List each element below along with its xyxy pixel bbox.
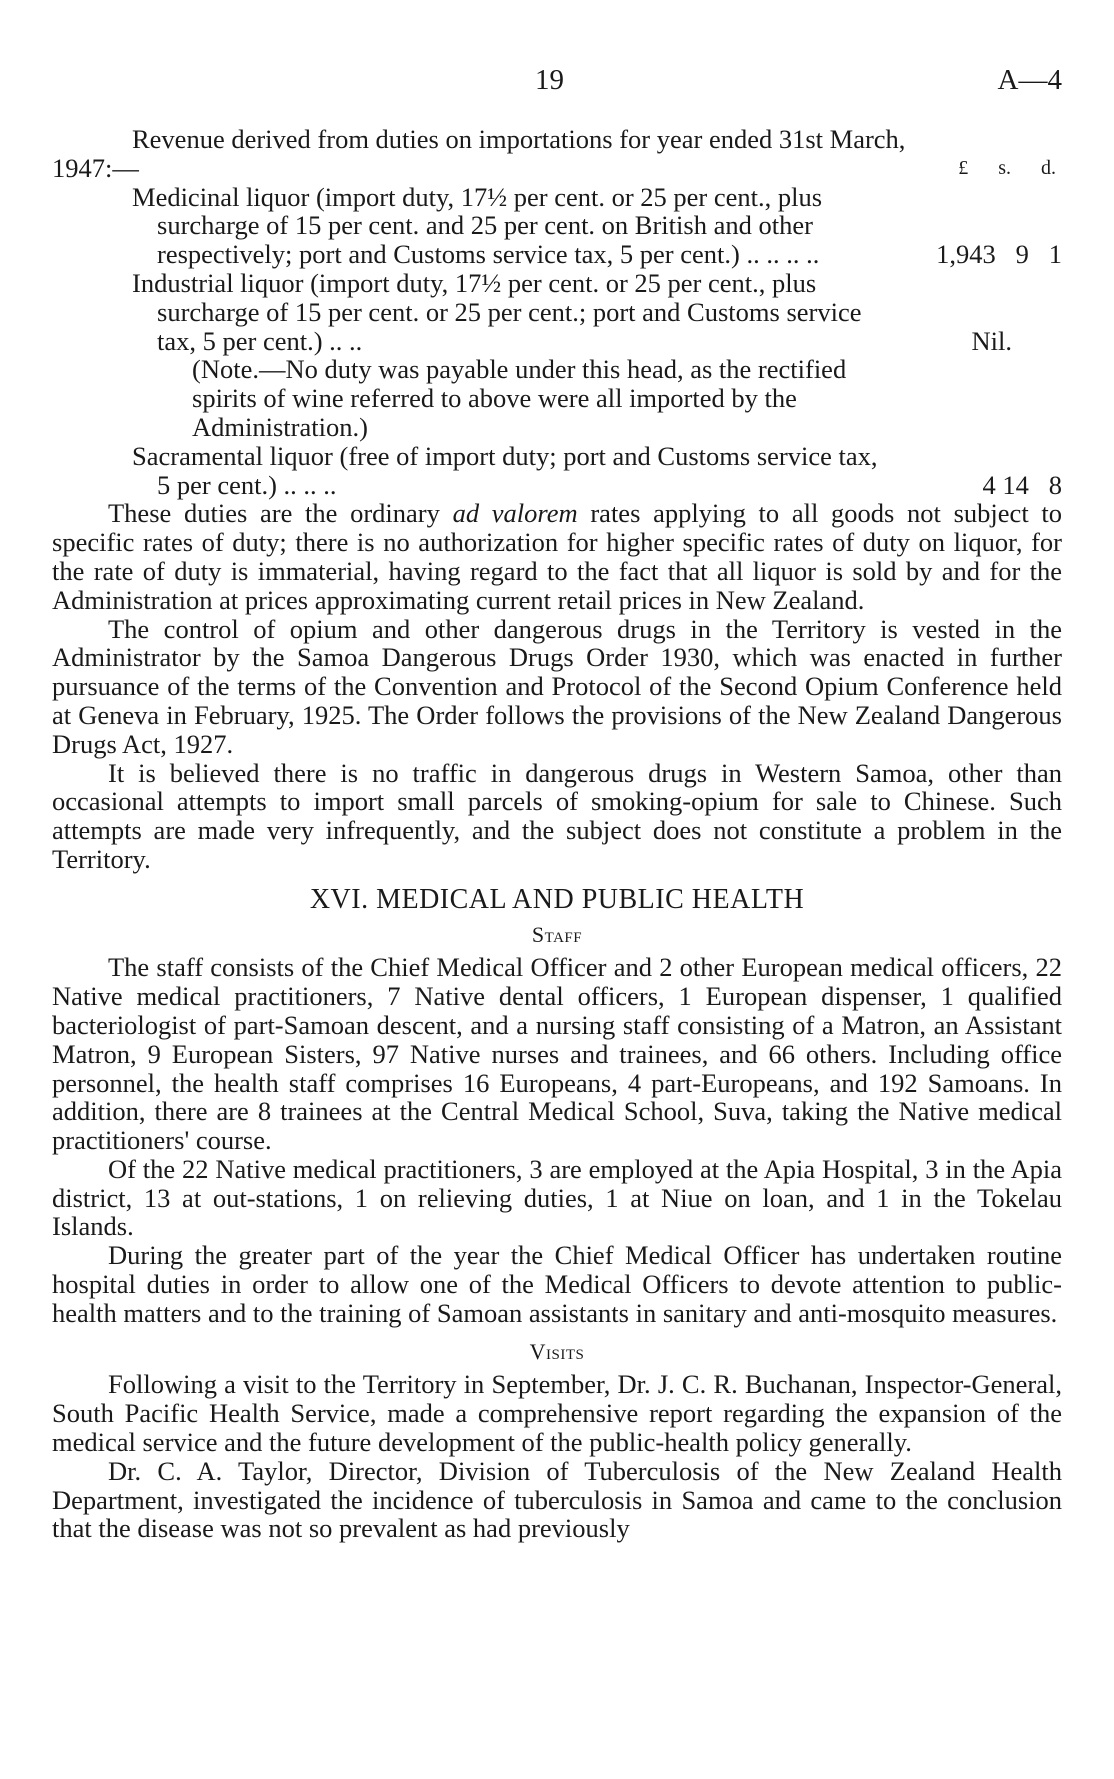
page-header: [0, 66, 1114, 100]
revenue-item-sacramental: [52, 442, 1062, 500]
currency-heads: [958, 154, 1062, 183]
revenue-intro-text: Revenue derived from duties on importations for year ended 31st March,: [132, 124, 906, 154]
paragraph-chief-officer: During the greater part of the year the Chief Medical Officer has undertaken routine hospital duties in order to allow one of the Medical Officers to devote attention to public-health matters and to the training of Samoan assistants in sanitary and anti-mosquito measures.: [52, 1240, 1062, 1328]
pence-head: d.: [1041, 156, 1056, 179]
paragraph-duties-start: These duties are the ordinary: [108, 498, 453, 529]
revenue-item-amount: 1,943 9 1: [936, 239, 1062, 270]
page-content: [52, 125, 1062, 1543]
revenue-item-industrial: [52, 269, 1062, 355]
paragraph-opium-control: The control of opium and other dangerous drugs in the Territory is vested in the Administrator by the Samoa Dangerous Drugs Order 1930, which was enacted in further pursuance of the terms of the Convention and Protocol of the Second Opium Conference held at Geneva in February, 1925. The Order follows the provisions of the New Zealand Dangerous Drugs Act, 1927.: [52, 613, 1062, 759]
pounds-head: £: [958, 156, 969, 179]
paragraph-buchanan-visit: Following a visit to the Territory in September, Dr. J. C. R. Buchanan, Inspector-General, South Pacific Health Service, made a comprehensive report regarding the expansion of the medical service and the future development of the public-health policy generally.: [52, 1369, 1062, 1458]
revenue-item-amount: 4 14 8: [982, 469, 1062, 500]
revenue-item-label: Sacramental liquor (free of import duty; port and Customs service tax, 5 per cent.) .. .. ..: [132, 440, 878, 500]
paragraph-practitioners: Of the 22 Native medical practitioners, 3 are employed at the Apia Hospital, 3 in the Apia district, 13 at out-stations, 1 on relieving duties, 1 at Niue on loan, and 1 in the Tokelau Islands.: [52, 1153, 1062, 1242]
paragraph-taylor-visit: Dr. C. A. Taylor, Director, Division of Tuberculosis of the New Zealand Health Department, investigated the incidence of tuberculosis in Samoa and came to the conclusion that the disease was not so prevalent as had previously: [52, 1455, 1062, 1544]
revenue-column-heads: [52, 154, 1062, 183]
document-reference: A—4: [997, 64, 1062, 96]
shillings-head: s.: [998, 156, 1011, 179]
staff-heading: Staff: [531, 921, 583, 947]
revenue-item-label: Industrial liquor (import duty, 17½ per cent. or 25 per cent., plus surcharge of 15 per cent. or 25 per cent.; port and Customs service tax, 5 per cent.) .. ..: [132, 267, 862, 356]
page-number: 19: [535, 64, 564, 96]
revenue-item-medicinal: [52, 183, 1062, 269]
revenue-note: (Note.—No duty was payable under this head, as the rectified spirits of wine referred to above were all imported by the Administration.): [192, 354, 847, 442]
revenue-item-label: Medicinal liquor (import duty, 17½ per cent. or 25 per cent., plus surcharge of 15 per cent. and 25 per cent. on British and other respectively; port and Customs service tax, 5 per cent.) .. .. .. ..: [132, 181, 823, 270]
section-title: XVI. MEDICAL AND PUBLIC HEALTH: [309, 883, 805, 915]
revenue-intro: [52, 125, 1062, 154]
ad-valorem-term: ad valorem: [452, 498, 578, 529]
revenue-intro-year: 1947:—: [52, 152, 139, 183]
paragraph-duties-rest: rates applying to all goods not subject to specific rates of duty; there is no authorization for higher specific rates of duty on liquor, for the rate of duty is immaterial, having regard to the fact that all liquor is sold by and for the Administration at prices approximating current retail prices in New Zealand.: [52, 498, 1062, 615]
paragraph-drug-traffic: It is believed there is no traffic in dangerous drugs in Western Samoa, other than occasional attempts to import small parcels of smoking-opium for sale to Chinese. Such attempts are made very infrequently, and the subject does not constitute a problem in the Territory.: [52, 757, 1062, 874]
revenue-item-amount: Nil.: [971, 325, 1012, 356]
paragraph-staff-composition: The staff consists of the Chief Medical Officer and 2 other European medical officers, 22 Native medical practitioners, 7 Native dental officers, 1 European dispenser, 1 qualified bacteriologist of part-Samoan descent, and a nursing staff consisting of a Matron, an Assistant Matron, 9 European Sisters, 97 Native nurses and trainees, and 66 others. Including office personnel, the health staff comprises 16 Europeans, 4 part-Europeans, and 192 Samoans. In addition, there are 8 trainees at the Central Medical School, Suva, taking the Native medical practitioners' course.: [52, 952, 1062, 1156]
paragraph-duties: [52, 499, 1062, 614]
visits-heading: Visits: [529, 1338, 585, 1364]
